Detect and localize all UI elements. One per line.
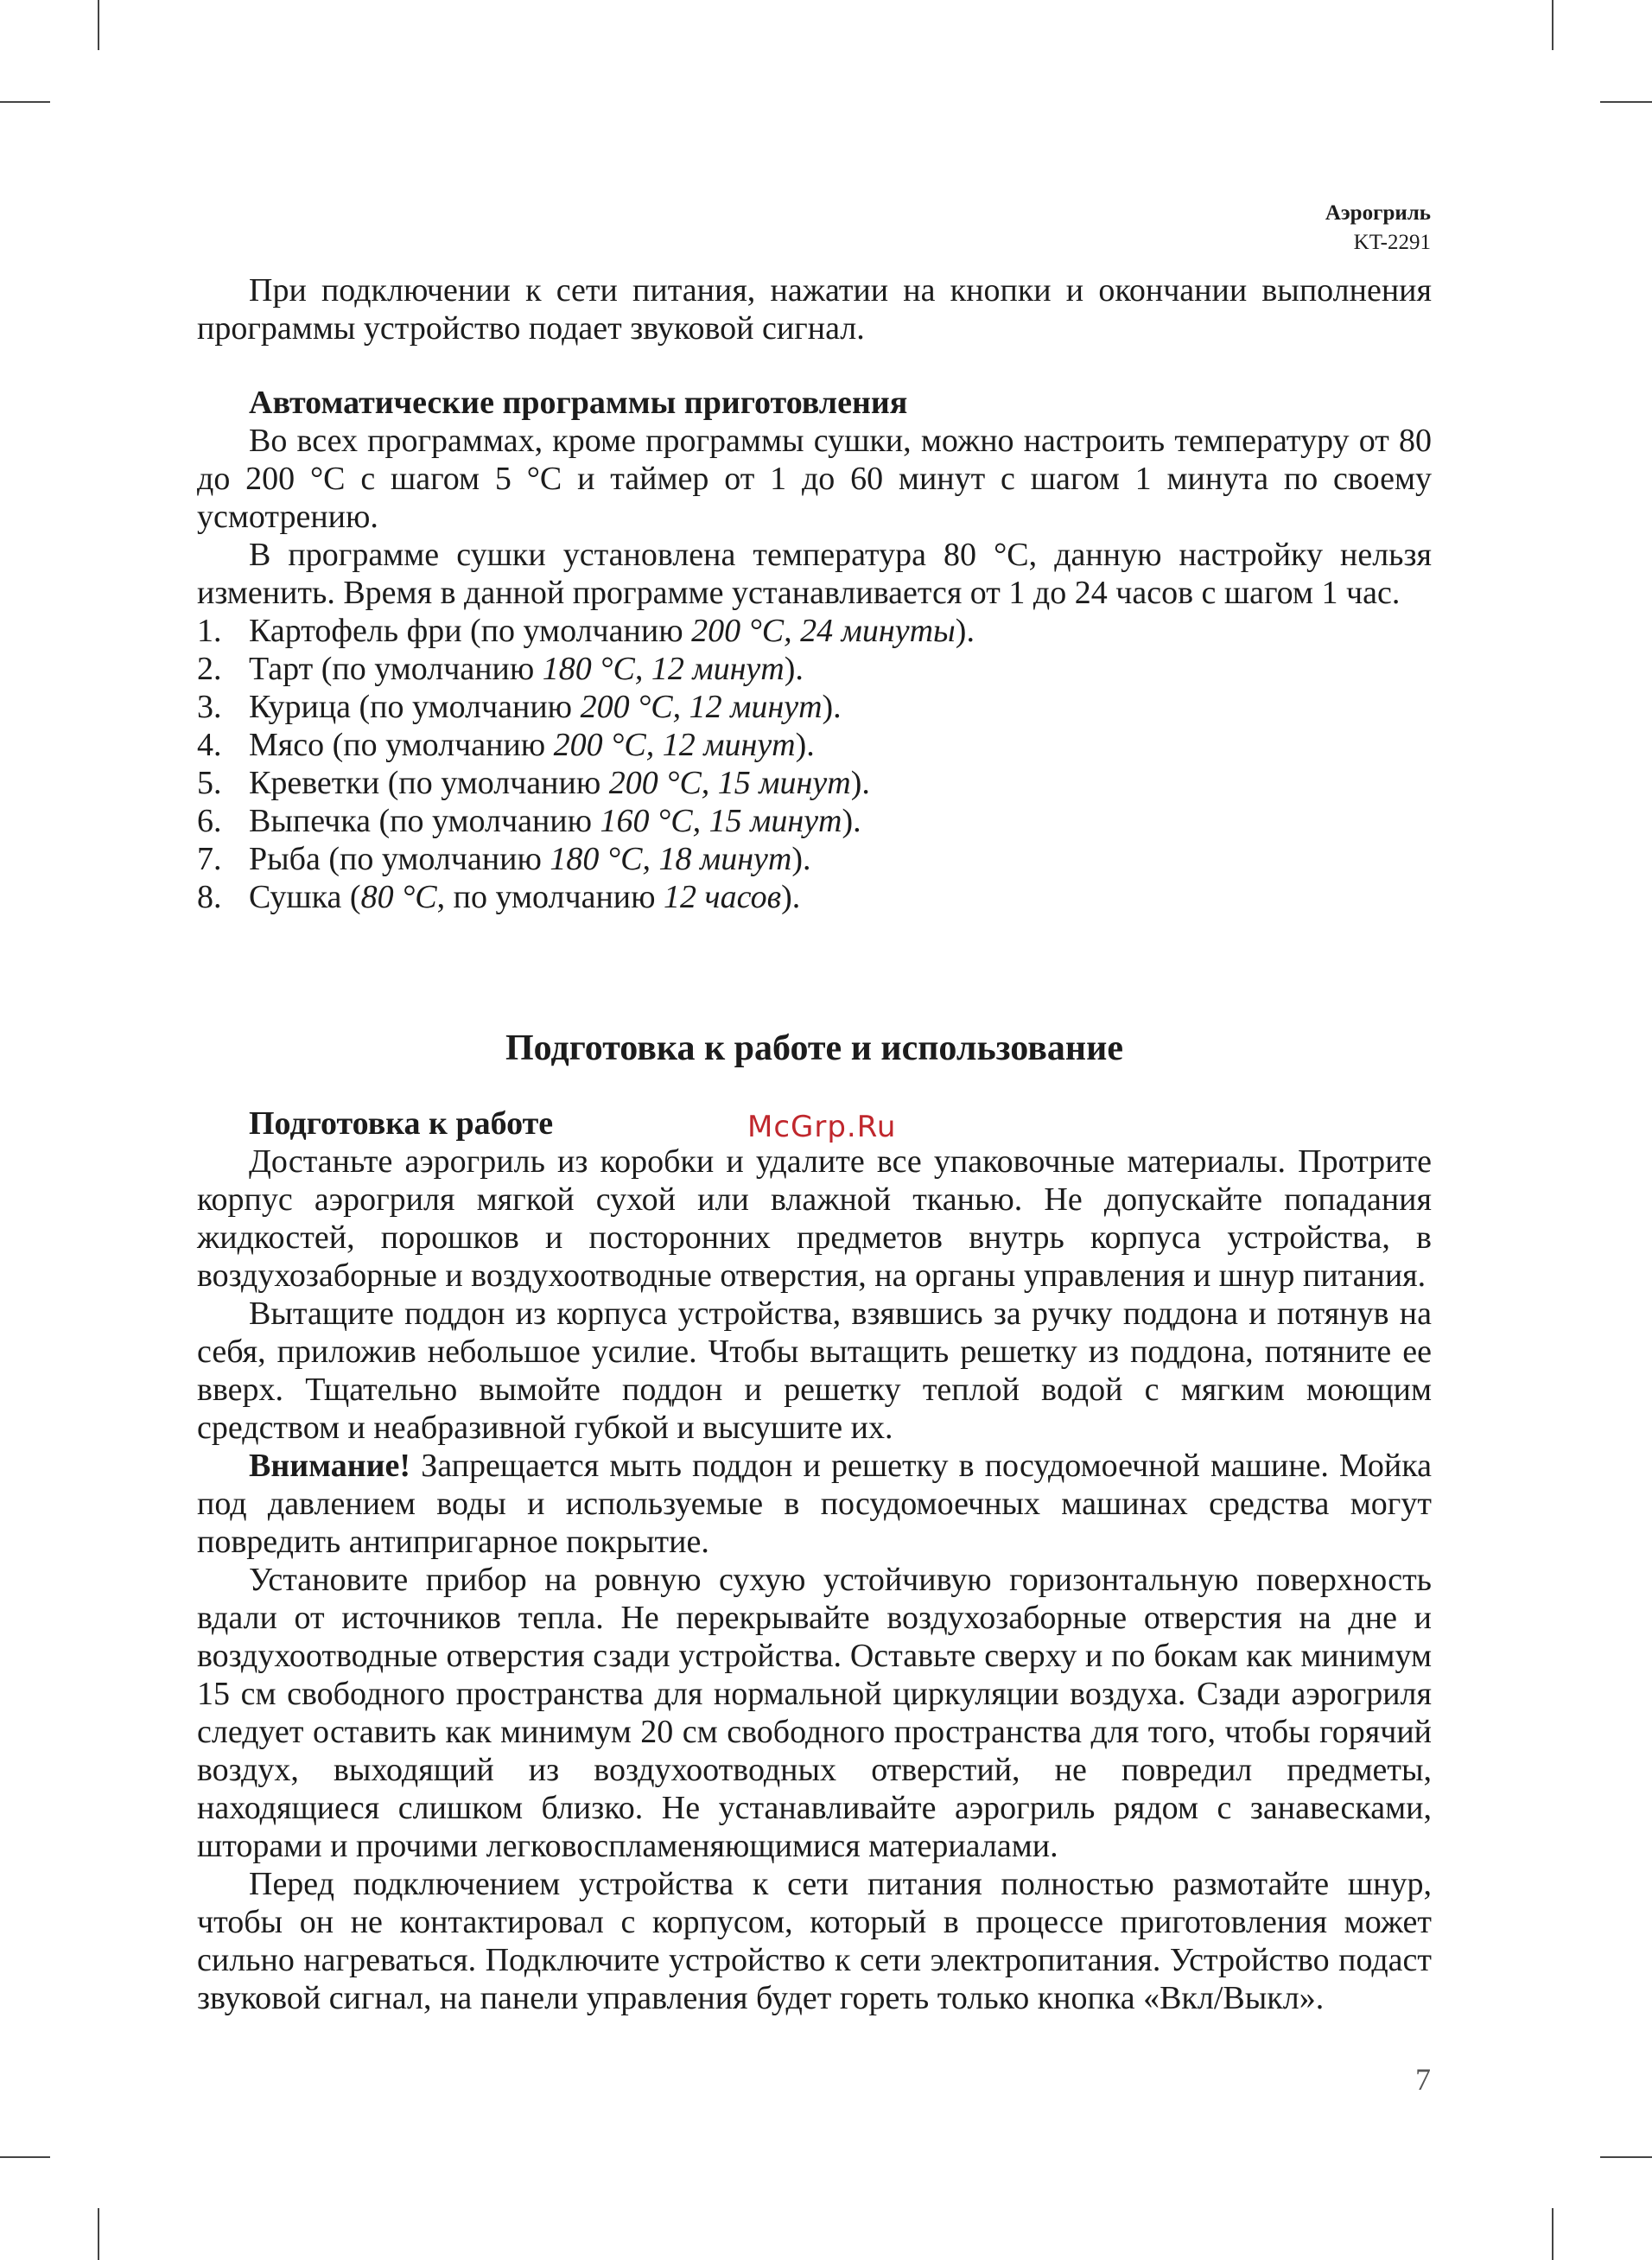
list-item: 1. Картофель фри (по умолчанию 200 °С, 24 минуты). [197, 613, 975, 649]
section-title: Подготовка к работе и использование [505, 1028, 1123, 1068]
auto-programs-paragraph-1: Во всех программах, кроме программы сушки, можно настроить температуру от 80 до 200 °С с шагом 5 °С и таймер от 1 до 60 минут с шагом 1 минута по своему усмотрению. [197, 423, 1432, 535]
program-list [197, 612, 1432, 916]
crop-mark [1552, 2208, 1554, 2260]
crop-mark [98, 2208, 99, 2260]
list-item: 4. Мясо (по умолчанию 200 °С, 12 минут). [197, 727, 815, 763]
page-content [197, 271, 1432, 2017]
preparation-paragraph-3: Установите прибор на ровную сухую устойчивую горизонтальную поверхность вдали от источников тепла. Не перекрывайте воздухозаборные отверстия на дне и воздухоотводные отверстия сзади устройства. Оставьте сверху и по бокам как минимум 15 см свободного пространства для нормальной циркуляции воздуха. Сзади аэрогриля следует оставить как минимум 20 см свободного пространства для того, чтобы горячий воздух, выходящий из воздухоотводных отверстий, не повредил предметы, находящиеся слишком близко. Не устанавливайте аэрогриль рядом с занавесками, шторами и прочими легковоспламеняющимися материалами. [197, 1562, 1432, 1864]
auto-programs-title: Автоматические программы приготовления [249, 385, 908, 421]
warning-text: Запрещается мыть поддон и решетку в посудомоечной машине. Мойка под давлением воды и используемые в посудомоечных машинах средства могут повредить антипригарное покрытие. [197, 1448, 1432, 1560]
page-number: 7 [1415, 2062, 1431, 2097]
auto-programs-paragraph-2: В программе сушки установлена температура 80 °С, данную настройку нельзя изменить. Время в данной программе устанавливается от 1 до 24 часов с шагом 1 час. [197, 537, 1432, 611]
preparation-paragraph-1: Достаньте аэрогриль из коробки и удалите все упаковочные материалы. Протрите корпус аэрогриля мягкой сухой или влажной тканью. Не допускайте попадания жидкостей, порошков и посторонних предметов внутрь корпуса устройства, в воздухозаборные и воздухоотводные отверстия, на органы управления и шнур питания. [197, 1143, 1432, 1294]
preparation-paragraph-4: Перед подключением устройства к сети питания полностью размотайте шнур, чтобы он не контактировал с корпусом, который в процессе приготовления может сильно нагреваться. Подключите устройство к сети электропитания. Устройство подаст звуковой сигнал, на панели управления будет гореть только кнопка «Вкл/Выкл». [197, 1866, 1432, 2016]
crop-mark [1600, 101, 1652, 103]
crop-mark [98, 0, 99, 50]
list-item: 8. Сушка (80 °С, по умолчанию 12 часов). [197, 879, 801, 915]
crop-mark [0, 2156, 50, 2158]
preparation-subtitle: Подготовка к работе [249, 1105, 554, 1142]
watermark: McGrp.Ru [747, 1110, 897, 1144]
preparation-paragraph-2: Вытащите поддон из корпуса устройства, взявшись за ручку поддона и потянув на себя, приложив небольшое усилие. Чтобы вытащить решетку из поддона, потяните ее вверх. Тщательно вымойте поддон и решетку теплой водой с мягким моющим средством и неабразивной губкой и высушите их. [197, 1296, 1432, 1446]
crop-mark [1600, 2156, 1652, 2158]
warning-label: Внимание! [249, 1448, 411, 1484]
list-item: 7. Рыба (по умолчанию 180 °С, 18 минут). [197, 841, 811, 877]
header-product: Аэрогриль [1325, 201, 1431, 225]
list-item: 3. Курица (по умолчанию 200 °С, 12 минут). [197, 689, 842, 725]
crop-mark [0, 101, 50, 103]
list-item: 2. Тарт (по умолчанию 180 °С, 12 минут). [197, 651, 804, 687]
list-item: 6. Выпечка (по умолчанию 160 °С, 15 минут). [197, 803, 861, 839]
running-header [1325, 199, 1431, 258]
warning-paragraph [197, 1447, 1432, 1561]
intro-paragraph: При подключении к сети питания, нажатии на кнопки и окончании выполнения программы устройство подает звуковой сигнал. [197, 272, 1432, 347]
crop-mark [1552, 0, 1554, 50]
list-item: 5. Креветки (по умолчанию 200 °С, 15 минут). [197, 765, 870, 801]
header-model: KT-2291 [1353, 230, 1431, 254]
